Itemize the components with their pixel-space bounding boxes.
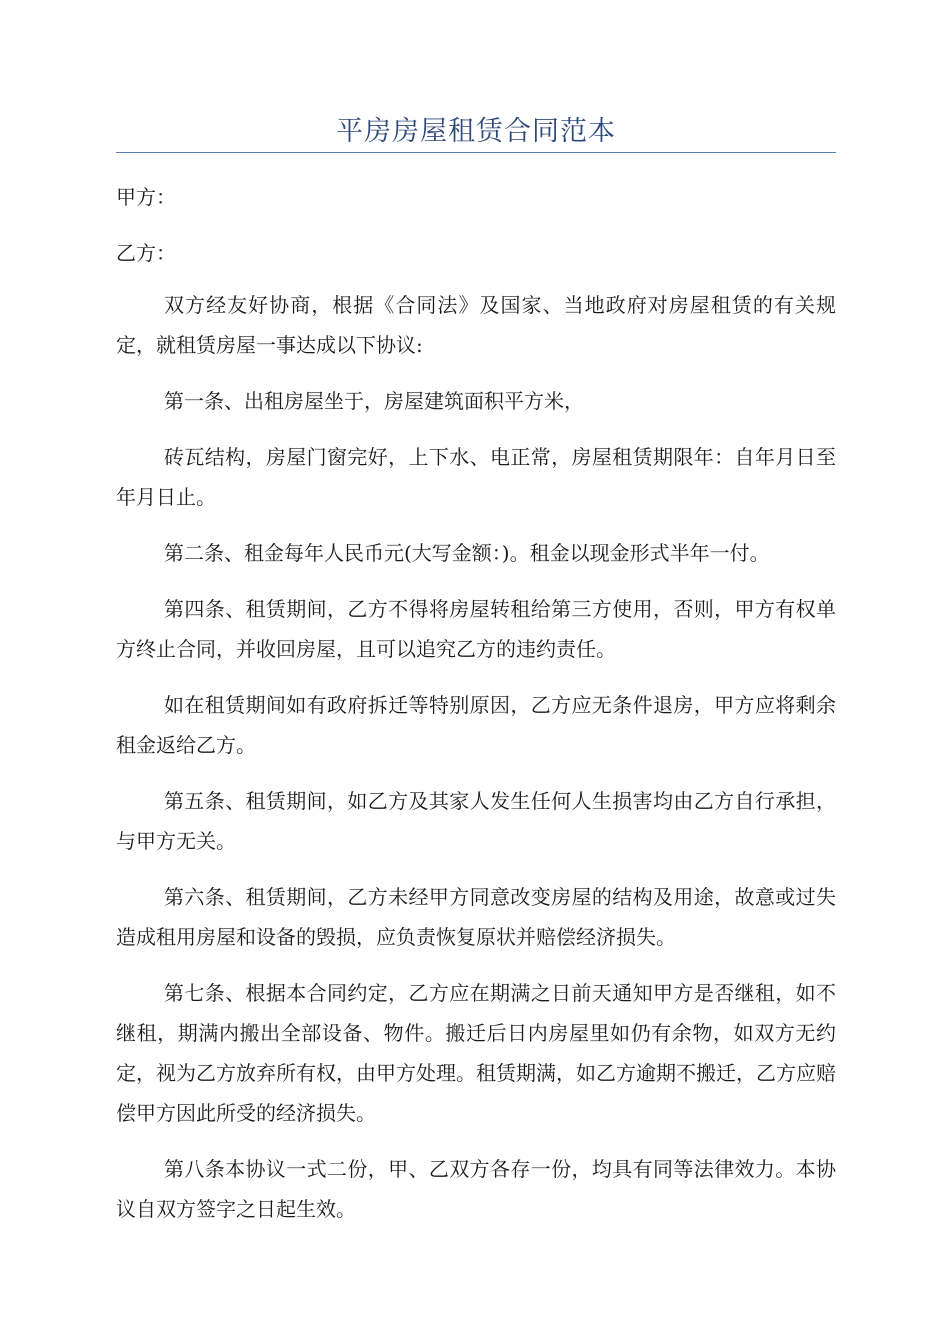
paragraph-article-7: 第七条、根据本合同约定，乙方应在期满之日前天通知甲方是否继租，如不继租，期满内搬出全部设备、物件。搬迁后日内房屋里如仍有余物，如双方无约定，视为乙方放弃所有权，由甲方处理。租赁期满，如乙方逾期不搬迁，乙方应赔偿甲方因此所受的经济损失。	[116, 981, 836, 1125]
paragraph-article-8: 第八条本协议一式二份，甲、乙双方各存一份，均具有同等法律效力。本协议自双方签字之日起生效。	[116, 1157, 836, 1221]
document-page	[116, 0, 836, 1229]
document-title: 平房房屋租赁合同范本	[336, 116, 616, 147]
paragraph-article-6: 第六条、租赁期间，乙方未经甲方同意改变房屋的结构及用途，故意或过失造成租用房屋和设备的毁损，应负责恢复原状并赔偿经济损失。	[116, 885, 836, 949]
paragraph-article-1: 第一条、出租房屋坐于，房屋建筑面积平方米，	[164, 389, 584, 413]
paragraph-demolition: 如在租赁期间如有政府拆迁等特别原因，乙方应无条件退房，甲方应将剩余租金返给乙方。	[116, 693, 836, 757]
title-underline	[116, 152, 836, 153]
party-a-label: 甲方：	[116, 185, 176, 209]
party-b-label: 乙方：	[116, 241, 176, 265]
paragraph-preamble: 双方经友好协商，根据《合同法》及国家、当地政府对房屋租赁的有关规定，就租赁房屋一事达成以下协议:	[116, 293, 836, 357]
paragraph-structure-term: 砖瓦结构，房屋门窗完好，上下水、电正常，房屋租赁期限年：自年月日至年月日止。	[116, 445, 836, 509]
paragraph-article-4: 第四条、租赁期间，乙方不得将房屋转租给第三方使用，否则，甲方有权单方终止合同，并收回房屋，且可以追究乙方的违约责任。	[116, 597, 836, 661]
paragraph-article-5: 第五条、租赁期间，如乙方及其家人发生任何人生损害均由乙方自行承担，与甲方无关。	[116, 789, 836, 853]
paragraph-article-2: 第二条、租金每年人民币元(大写金额：)。租金以现金形式半年一付。	[164, 541, 770, 565]
